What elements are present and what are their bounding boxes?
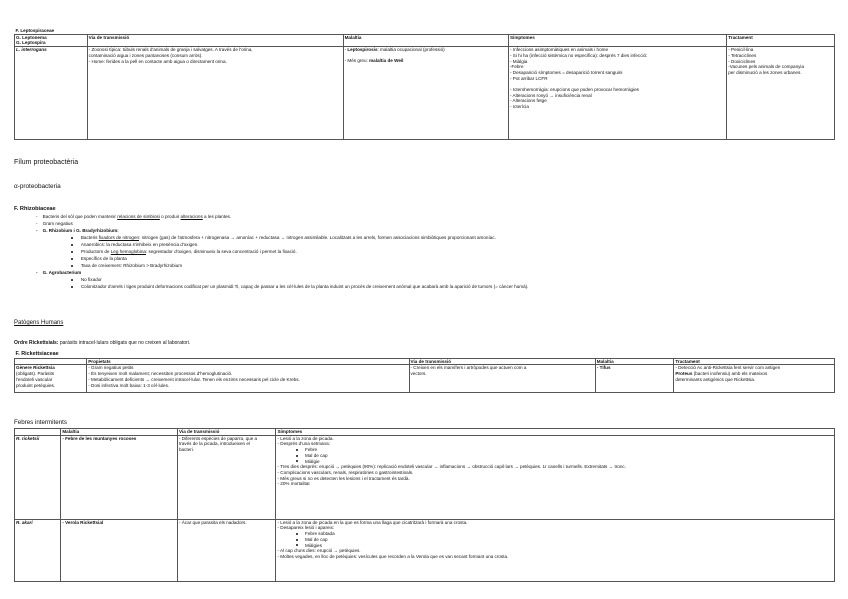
bullet-icon xyxy=(296,533,298,535)
rhizo-family: F. Rhizobiaceae xyxy=(14,206,56,212)
bullet-icon xyxy=(296,455,298,457)
bullet-icon xyxy=(296,544,298,546)
rickettsiaceae-table xyxy=(14,352,835,393)
febres-r1-disease: - Febre de les muntanyes rocoses xyxy=(61,435,178,519)
lepto-header-symptoms: Símptomes xyxy=(508,34,726,46)
rhizo-b1: Bacteris fixadors de nitrogen: nitrogen (gas) de l'atmosfera + nitrogenasa → amoníac + reductasa → nitrogen assimilable. Localitzats a les arrels, formen associacions simbiòtiques proporcionant amoníac. xyxy=(70,234,496,241)
lepto-symptoms: - Infeccions asimptomàtiques en animals i home - Si hi ha (infecció sistèmica no específica): després 7 dies infecció: - Miàlgia -Febre - Desaparició símptomes = desaparició torrent sanguini - Pot arribar LCFR - Icterohemorràgia: erupcions que poden provocar hemorràgies - Alteracions ronyó → insuficiència renal - Alteracions fetge - Icterícia xyxy=(508,47,726,140)
rhizo-c1: No fixador xyxy=(70,276,102,283)
febres-r2-symptoms: - Lesió a la zona de picada en la que es forma una llaga que cicatritzarà i formarà una crosta. - Desapareix lesió i apareix: Febre sobtada Mal de cap Miàlgies - Al cap d'uns dies: erupció → petèquies. - Moltes vegades, en lloc de petèquies: vesícules que recorden a la Verola que es van secant formant una crosta. xyxy=(276,519,835,581)
bullet-icon xyxy=(71,265,73,267)
bullet-icon xyxy=(296,460,298,462)
lepto-disease: - Leptospirosis: malaltia ocupacional (professió) - Més greu: malaltia de Weil xyxy=(343,47,508,140)
rhizo-l2: - Gram negatius xyxy=(36,221,73,226)
febres-r1-symptoms: - Lesió a la zona de picada. - Després d'una setmana: Febre Mal de cap Miàlgie - Tres dies després: erupció → petèquies (90%): replicació endoteli vascular → inflamacions → obstrucció capil·lars → petèquies. 1r canells i turmells. Extremitats → tronc. - Complicacions vasculars, renals, respiratòries o gastrointestinals. - Més greus si no es detecten les lesions i el tractament és tardà. - 20% mortalitat xyxy=(276,435,835,519)
bullet-icon xyxy=(71,244,73,246)
rick-treat: - Detecció Ac anti-Rickettsia fent servir com antigen Proteus (bacteri inofensiu) amb els mateixos determinants antigènics que Rickettsia. xyxy=(674,365,835,393)
febres-table xyxy=(14,428,835,582)
lepto-family: F. Leptospiraceae xyxy=(15,28,88,34)
lepto-header-treatment: Tractament xyxy=(727,34,835,46)
rhizo-b3: Productors de Leg hemoglobina: segrestador d'oxigen, disminueix la seva concentració i permet la fixació. xyxy=(70,248,297,255)
leptospiraceae-table xyxy=(14,28,835,140)
febres-header-trans: Via de transmissió xyxy=(177,429,276,436)
febres-r1-trans: - Diferents espècies de paparra, que a través de la picada, introdueixen el bacteri. xyxy=(177,435,276,519)
rick-disease: - Tifus xyxy=(595,365,674,393)
rhizo-l3: - G. Rhizobium i G. Bradyrhizobium: xyxy=(36,228,119,233)
rick-props: - Gram negatius petits - És tenyeixen molt malament; necessiten processos d'hemoglutinació. - Metabòlicament deficients → creixement intracel·lular. Tenen els enzims necessaris pel cicle de Krebs. - Dosi infectiva molt baixa: 1-3 cèl·lules. xyxy=(87,365,409,393)
filum-heading: Fílum proteobactèria xyxy=(14,159,79,166)
febres-r2-species: R. akari xyxy=(15,519,61,581)
rick-family: F. Rickettsiaceae xyxy=(15,352,87,358)
bullet-icon xyxy=(71,237,73,239)
rhizo-c2: Colonitzador d'arrels i tiges produint deformacions codificat per un plasmidi Ti, capaç de passar a les cèl·lules de la planta induint un procés de creixement anòmal que acabarà amb la aparició de tumors (= càncer humà). xyxy=(70,283,528,290)
rick-trans: - Creixen en els mamífers i artròpodes que actuen com a vectors. xyxy=(409,365,595,393)
rhizo-b2: Anaerobics: la reductasa s'inhibeix en presència d'oxigen. xyxy=(70,241,199,248)
bullet-icon xyxy=(71,251,73,253)
ordre-line: Ordre Rickettsials: paràsits intracel·lulars obligats que no creixen al laboratori. xyxy=(14,340,191,346)
bullet-icon xyxy=(71,258,73,260)
lepto-header-transmission: Via de transmissió xyxy=(87,34,343,46)
alpha-heading: α-proteobacteria xyxy=(14,183,61,190)
rick-genus: Gènere Rickettsia (obligats). Paràsits l'endoteli vascular produint petèquies. xyxy=(15,365,87,393)
rick-header-disease: Malaltia xyxy=(595,358,674,365)
febres-r2-trans: - Àcar que parasita els nadadors. xyxy=(177,519,276,581)
bullet-icon xyxy=(296,539,298,541)
febres-header-disease: Malaltia xyxy=(61,429,178,436)
lepto-genus2: G. Leptospira xyxy=(16,40,46,46)
rhizo-l4: - G. Agrobacterium xyxy=(36,270,82,275)
lepto-transmission: - Zoonosi típica: túbuls renals d'animals de granja i salvatges. A través de l'orina, contaminació aigua i zones pantanoses (consum arròs). - Home: ferides a la pell en contacte amb aigua o directament orina. xyxy=(87,47,343,140)
lepto-treatment: - Penicil·lina - Tetraciclines - Doxiciclines -Vacunes pels animals de companyia per disminució a les zones urbanes. xyxy=(727,47,835,140)
rhizo-b4: Específics de la planta xyxy=(70,255,127,262)
rick-header-trans: Via de transmissió xyxy=(409,358,595,365)
rick-header-props: Propietats xyxy=(87,358,409,365)
patogens-heading: Patògens Humans xyxy=(14,320,64,326)
bullet-icon xyxy=(71,286,73,288)
lepto-genus1: G. Leptonema xyxy=(16,34,47,40)
febres-header-symptoms: Símptomes xyxy=(276,429,835,436)
febres-r2-disease: - Verola Rickettsial xyxy=(61,519,178,581)
febres-title: Febres intermitents xyxy=(14,419,67,426)
lepto-genus-cell xyxy=(15,34,88,46)
bullet-icon xyxy=(71,279,73,281)
bullet-icon xyxy=(296,449,298,451)
lepto-species: L. interrogans xyxy=(15,47,88,140)
febres-r1-species: R. ricketsii xyxy=(15,435,61,519)
rick-header-treat: Tractament xyxy=(674,358,835,365)
rhizo-b5: Taxa de creixement: Rhizobium > Bradyrhizobium xyxy=(70,262,182,269)
lepto-header-disease: Malaltia xyxy=(343,34,508,46)
rhizo-l1: - Bacteris del sòl que poden mantenir relacions de simbiosi o produir alteracions a les plantes. xyxy=(36,214,232,219)
